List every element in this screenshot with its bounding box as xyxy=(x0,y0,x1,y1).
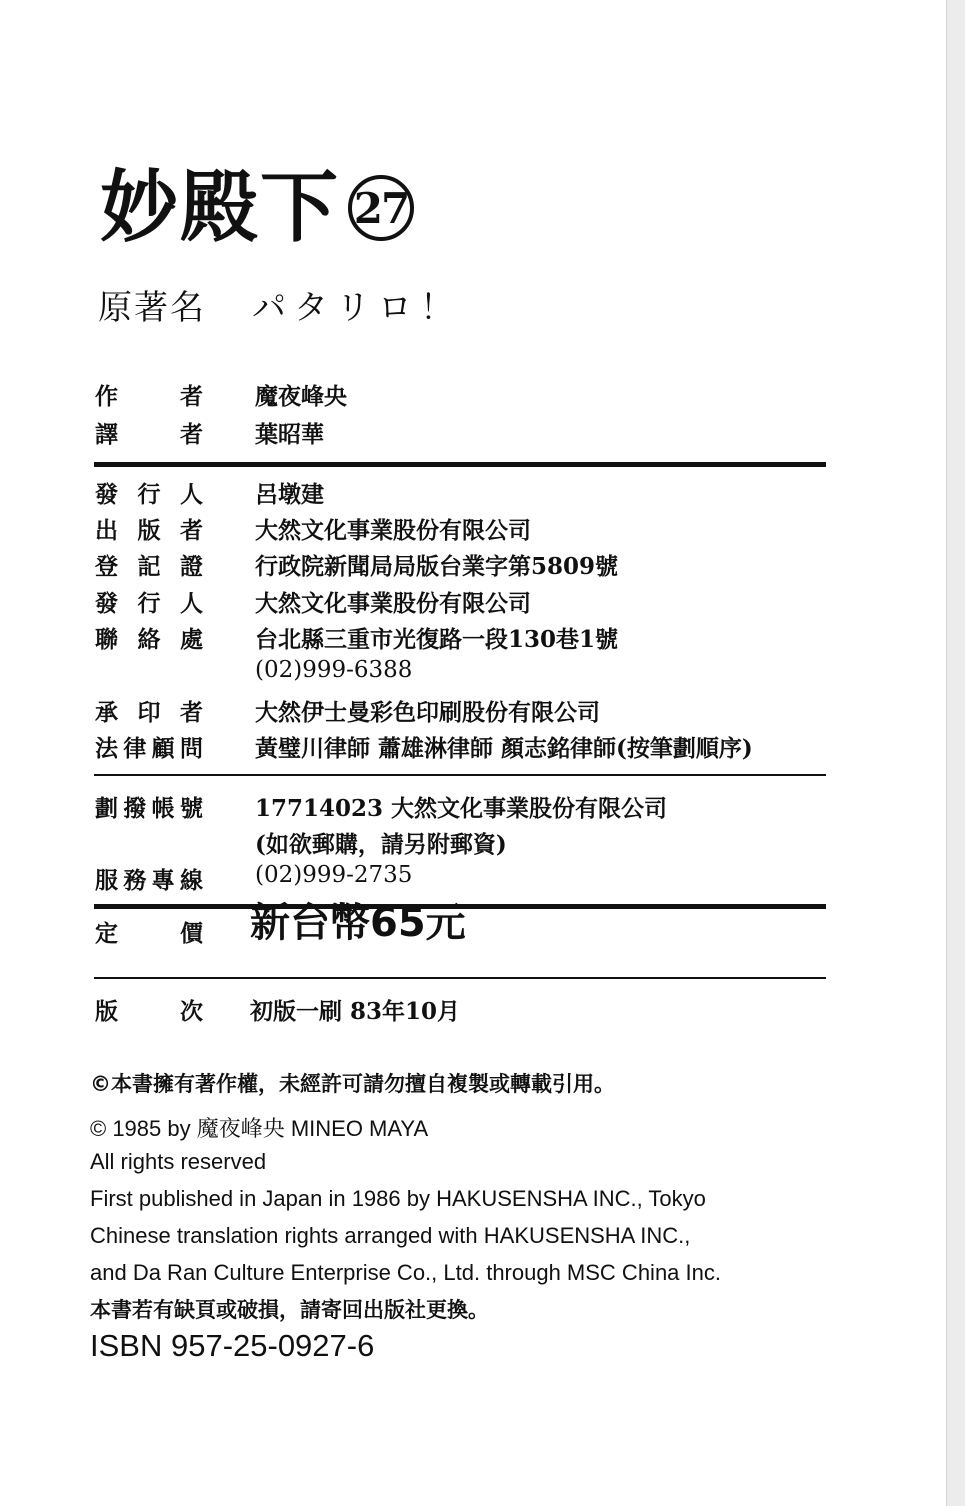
price-row xyxy=(95,900,466,948)
info-row xyxy=(95,694,600,727)
info-row xyxy=(95,512,531,545)
info-value: 大然文化事業股份有限公司 xyxy=(255,590,531,617)
edition-row xyxy=(95,993,461,1026)
postal-row xyxy=(95,790,668,823)
info-row xyxy=(95,585,531,618)
credit-label: 作者 xyxy=(95,383,203,410)
credit-value: 葉昭華 xyxy=(255,421,324,448)
info-value: 大然伊士曼彩色印刷股份有限公司 xyxy=(255,699,600,726)
info-value: (02)999-6388 xyxy=(255,657,413,683)
postal-label: 劃撥帳號 xyxy=(95,795,203,822)
info-row xyxy=(95,730,753,763)
copyright-line: First published in Japan in 1986 by HAKUSENSHA INC., Tokyo xyxy=(90,1186,706,1211)
info-label: 聯絡處 xyxy=(95,626,203,653)
original-title-value: パタリロ！ xyxy=(252,288,462,328)
return-notice: 本書若有缺頁或破損，請寄回出版社更換。 xyxy=(90,1298,489,1322)
postal-value: 17714023 大然文化事業股份有限公司 xyxy=(255,795,668,822)
divider-rule xyxy=(94,462,826,467)
postal-row xyxy=(95,862,413,895)
info-value: 台北縣三重市光復路一段130巷1號 xyxy=(255,626,619,653)
info-label: 出版者 xyxy=(95,517,203,544)
copyright-line: Chinese translation rights arranged with HAKUSENSHA INC., xyxy=(90,1223,691,1248)
original-title xyxy=(98,280,462,329)
info-value: 呂墩建 xyxy=(255,481,324,508)
info-value: 黃璧川律師 蕭雄淋律師 顏志銘律師(按筆劃順序) xyxy=(255,735,753,762)
isbn: ISBN 957-25-0927-6 xyxy=(90,1328,375,1363)
credit-translator xyxy=(95,416,324,449)
postal-value: (如欲郵購，請另附郵資) xyxy=(255,831,507,858)
book-title xyxy=(100,158,414,258)
postal-label: 服務專線 xyxy=(95,867,203,894)
info-label: 承印者 xyxy=(95,699,203,726)
credit-value: 魔夜峰央 xyxy=(255,383,347,410)
edition-label: 版次 xyxy=(95,998,203,1025)
price-value: 新台幣65元 xyxy=(250,900,466,946)
edition-value: 初版一刷 83年10月 xyxy=(250,998,461,1025)
info-row xyxy=(95,548,619,581)
info-value: 大然文化事業股份有限公司 xyxy=(255,517,531,544)
divider-rule xyxy=(94,977,826,979)
volume-number: 27 xyxy=(348,175,414,241)
credit-author xyxy=(95,378,347,411)
info-label: 發行人 xyxy=(95,481,203,508)
info-value: 行政院新聞局局版台業字第5809號 xyxy=(255,553,619,580)
info-row xyxy=(95,476,324,509)
divider-rule xyxy=(94,774,826,776)
info-row xyxy=(95,621,619,654)
page-edge xyxy=(947,0,965,1506)
copyright-line: All rights reserved xyxy=(90,1149,267,1174)
info-label: 登記證 xyxy=(95,553,203,580)
price-label: 定價 xyxy=(95,920,203,947)
original-title-label: 原著名 xyxy=(98,288,206,328)
copyright-line: © 1985 by 魔夜峰央 MINEO MAYA xyxy=(90,1116,429,1141)
copyright-line: and Da Ran Culture Enterprise Co., Ltd. through MSC China Inc. xyxy=(90,1260,721,1285)
postal-value: (02)999-2735 xyxy=(255,862,413,888)
title-text: 妙殿下 xyxy=(100,162,341,253)
credit-label: 譯者 xyxy=(95,421,203,448)
info-label: 發行人 xyxy=(95,590,203,617)
info-label: 法律顧問 xyxy=(95,735,203,762)
copyright-notice-cn: ©本書擁有著作權，未經許可請勿擅自複製或轉載引用。 xyxy=(90,1072,615,1096)
